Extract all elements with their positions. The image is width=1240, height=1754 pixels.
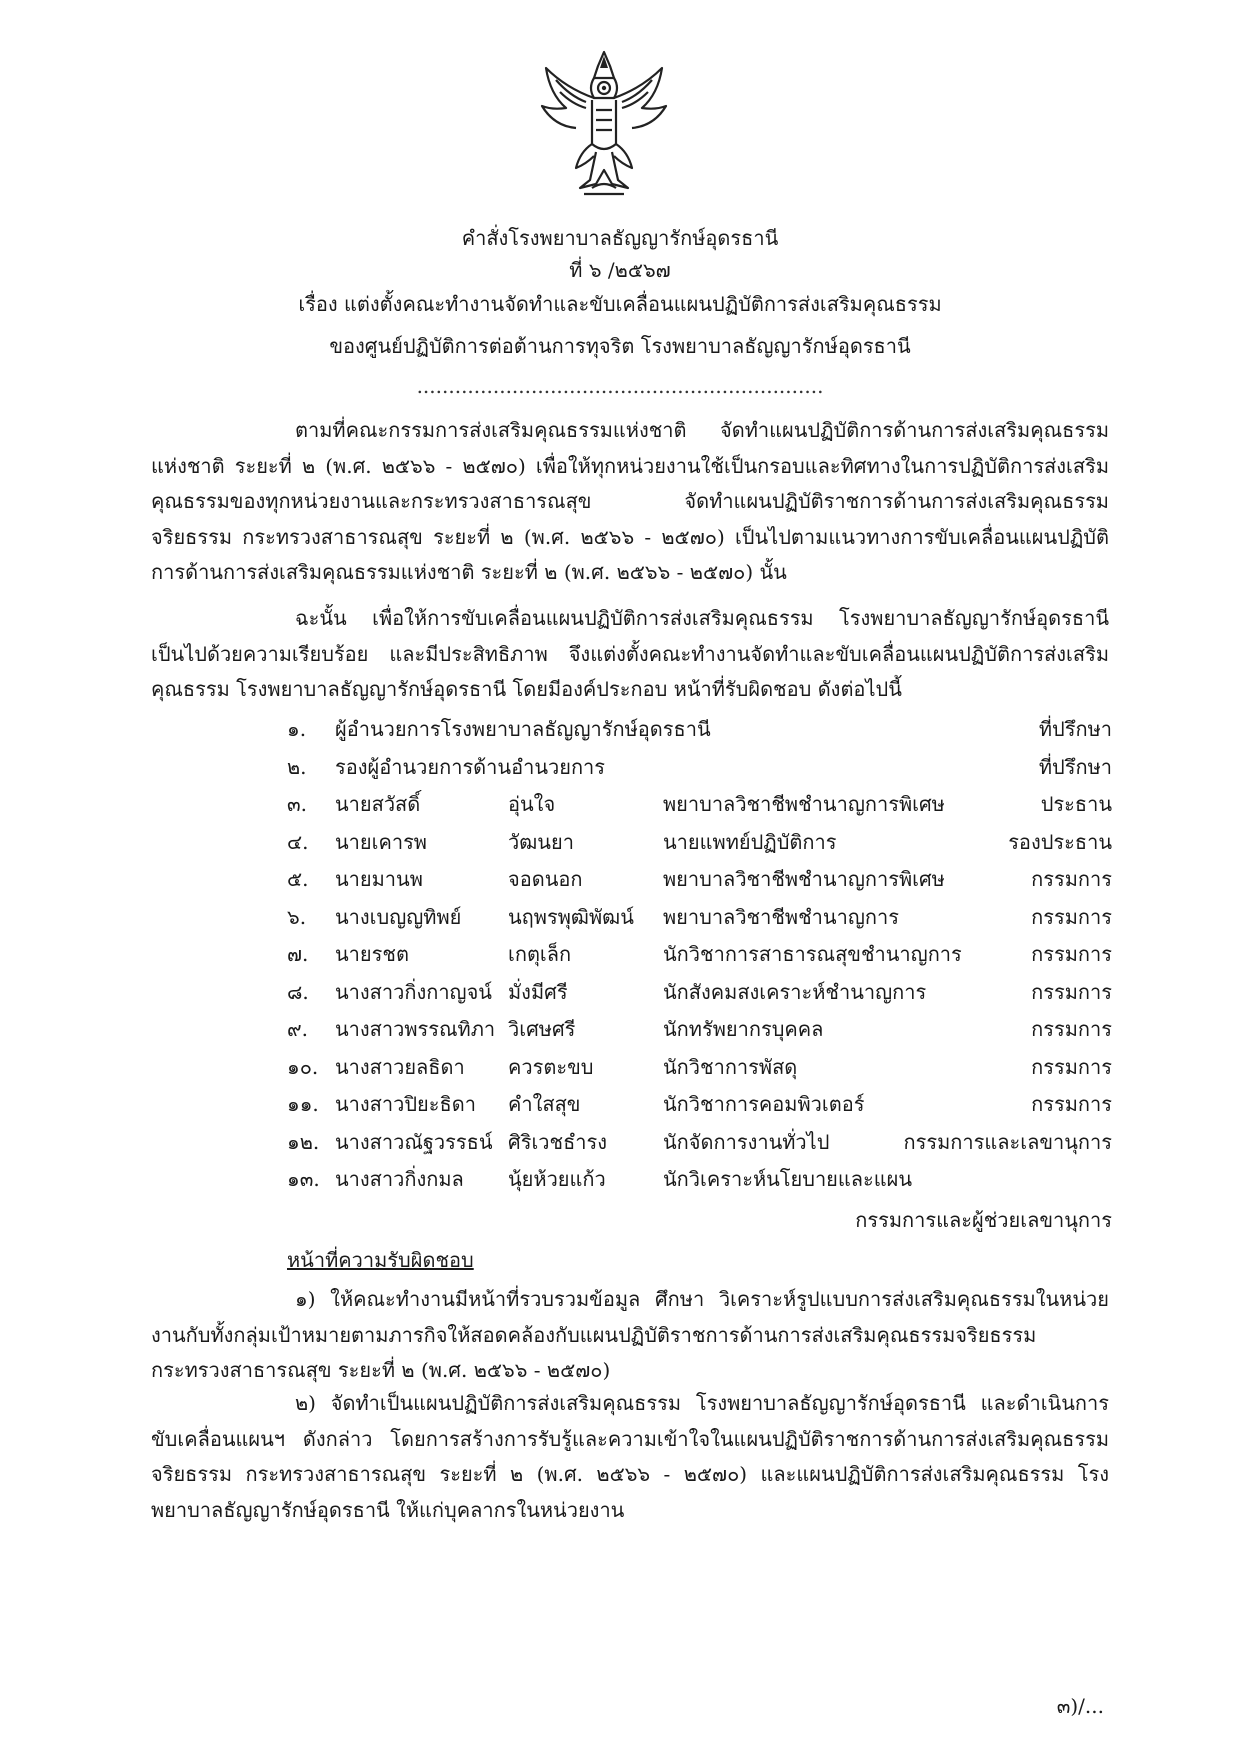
- member-position: พยาบาลวิชาชีพชำนาญการ: [663, 904, 899, 929]
- member-row: [0, 901, 1240, 937]
- member-row: [0, 713, 1240, 749]
- member-name: นายสวัสดิ์: [335, 792, 421, 816]
- garuda-emblem-icon: [536, 48, 672, 198]
- member-number: ๘.: [287, 979, 309, 1004]
- member-position: นักวิชาการคอมพิวเตอร์: [663, 1092, 865, 1116]
- page-continuation: ๓)/...: [1056, 1694, 1104, 1718]
- member-number: ๑๒.: [287, 1129, 320, 1154]
- member-position: นักจัดการงานทั่วไป: [663, 1129, 830, 1154]
- member-position: พยาบาลวิชาชีพชำนาญการพิเศษ: [663, 867, 945, 891]
- duty-1-text: ๑) ให้คณะทำงานมีหน้าที่รวบรวมข้อมูล ศึกษา วิเคราะห์รูปแบบการส่งเสริมคุณธรรมในหน่วยงานกับทั้งกลุ่มเป้าหมายตามภารกิจให้สอดคล้องกับแผนปฏิบัติราชการด้านการส่งเสริมคุณธรรมจริยธรรม กระทรวงสาธารณสุข ระยะที่ ๒ (พ.ศ. ๒๕๖๖ - ๒๕๗๐): [151, 1287, 1109, 1382]
- member-position: นักวิเคราะห์นโยบายและแผน: [663, 1167, 913, 1191]
- duty-item-1: [151, 1282, 1109, 1389]
- member-name: นางสาวยลธิดา: [335, 1054, 465, 1079]
- member-surname: คำใสสุข: [508, 1092, 581, 1116]
- duty-2-text: ๒) จัดทำเป็นแผนปฏิบัติการส่งเสริมคุณธรรม โรงพยาบาลธัญญารักษ์อุดรธานี และดำเนินการขับเคลื่อนแผนฯ ดังกล่าว โดยการสร้างการรับรู้และความเข้าใจในแผนปฏิบัติราชการด้านการส่งเสริมคุณธรรม จริยธรรม กระทรวงสาธารณสุข ระยะที่ ๒ (พ.ศ. ๒๕๖๖ - ๒๕๗๐) และแผนปฏิบัติการส่งเสริมคุณธรรม โรงพยาบาลธัญญารักษ์อุดรธานี ให้แก่บุคลากรในหน่วยงาน: [151, 1391, 1109, 1522]
- member-number: ๗.: [287, 942, 309, 966]
- member-name: นายเคารพ: [335, 829, 427, 854]
- member-number: ๙.: [287, 1017, 309, 1041]
- member-row: [0, 788, 1240, 824]
- member-role: กรรมการ: [1031, 1054, 1112, 1079]
- member-name: นายมานพ: [335, 867, 423, 891]
- paragraph-2-text: ฉะนั้น เพื่อให้การขับเคลื่อนแผนปฏิบัติการส่งเสริมคุณธรรม โรงพยาบาลธัญญารักษ์อุดรธานี เป็นไปด้วยความเรียบร้อย และมีประสิทธิภาพ จึงแต่งตั้งคณะทำงานจัดทำและขับเคลื่อนแผนปฏิบัติการส่งเสริมคุณธรรม โรงพยาบาลธัญญารักษ์อุดรธานี โดยมีองค์ประกอบ หน้าที่รับผิดชอบ ดังต่อไปนี้: [151, 606, 1109, 701]
- member-surname: นุ้ยห้วยแก้ว: [508, 1167, 606, 1191]
- member-name: ผู้อำนวยการโรงพยาบาลธัญญารักษ์อุดรธานี: [335, 717, 711, 741]
- member-row: [0, 1051, 1240, 1087]
- member-row: [0, 1126, 1240, 1162]
- member-row: [0, 1163, 1240, 1199]
- member-number: ๔.: [287, 829, 309, 854]
- member-role: กรรมการ: [1031, 867, 1112, 891]
- member-row: [0, 938, 1240, 974]
- member-position: นักวิชาการพัสดุ: [663, 1054, 798, 1079]
- member-row: [0, 1013, 1240, 1049]
- order-number: ที่ ๖ /๒๕๖๗: [569, 258, 671, 282]
- member-row: [0, 751, 1240, 787]
- duties-heading: หน้าที่ความรับผิดชอบ: [287, 1248, 474, 1272]
- member-number: ๑๓.: [287, 1167, 320, 1191]
- member-name: รองผู้อำนวยการด้านอำนวยการ: [335, 754, 606, 779]
- member-surname: จอดนอก: [508, 867, 583, 891]
- member-surname: ศิริเวชธำรง: [508, 1129, 608, 1154]
- paragraph-1-text: ตามที่คณะกรรมการส่งเสริมคุณธรรมแห่งชาติ จัดทำแผนปฏิบัติการด้านการส่งเสริมคุณธรรมแห่งชาติ ระยะที่ ๒ (พ.ศ. ๒๕๖๖ - ๒๕๗๐) เพื่อให้ทุกหน่วยงานใช้เป็นกรอบและทิศทางในการปฏิบัติการส่งเสริมคุณธรรมของทุกหน่วยงานและกระทรวงสาธารณสุข จัดทำแผนปฏิบัติราชการด้านการส่งเสริมคุณธรรม จริยธรรม กระทรวงสาธารณสุข ระยะที่ ๒ (พ.ศ. ๒๕๖๖ - ๒๕๗๐) เป็นไปตามแนวทางการขับเคลื่อนแผนปฏิบัติการด้านการส่งเสริมคุณธรรมแห่งชาติ ระยะที่ ๒ (พ.ศ. ๒๕๖๖ - ๒๕๗๐) นั้น: [151, 418, 1109, 584]
- member-position: พยาบาลวิชาชีพชำนาญการพิเศษ: [663, 792, 945, 816]
- member-role: ที่ปรึกษา: [1038, 717, 1112, 741]
- subject-line-1: เรื่อง แต่งตั้งคณะทำงานจัดทำและขับเคลื่อนแผนปฏิบัติการส่งเสริมคุณธรรม: [298, 292, 942, 316]
- member-name: นางสาวณัฐวรรธน์: [335, 1129, 493, 1154]
- member-role: รองประธาน: [1008, 829, 1112, 854]
- member-number: ๑.: [287, 717, 307, 741]
- member-row: [0, 826, 1240, 862]
- member-name: นางสาวกิ่งกาญจน์: [335, 979, 492, 1004]
- member-position: นายแพทย์ปฏิบัติการ: [663, 829, 837, 854]
- member-name: นางสาวพรรณทิภา: [335, 1017, 496, 1041]
- member-name: นางสาวกิ่งกมล: [335, 1167, 464, 1191]
- member-number: ๑๐.: [287, 1054, 319, 1079]
- member-surname: นฤพรพุฒิพัฒน์: [508, 904, 634, 929]
- member-row: [0, 976, 1240, 1012]
- member-number: ๒.: [287, 754, 307, 779]
- member-surname: วัฒนยา: [508, 829, 574, 854]
- member-name: นางสาวปิยะธิดา: [335, 1092, 476, 1116]
- member-surname: เกตุเล็ก: [508, 942, 572, 966]
- member-row: [0, 863, 1240, 899]
- member-role: กรรมการ: [1031, 979, 1112, 1004]
- member-number: ๑๑.: [287, 1092, 319, 1116]
- paragraph-appointment: [151, 601, 1109, 708]
- member-role: กรรมการ: [1031, 904, 1112, 929]
- member-number: ๓.: [287, 792, 308, 816]
- member-position: นักวิชาการสาธารณสุขชำนาญการ: [663, 942, 962, 966]
- member-13-role: กรรมการและผู้ช่วยเลขานุการ: [855, 1208, 1112, 1232]
- member-surname: อุ่นใจ: [508, 792, 556, 816]
- member-role: กรรมการและเลขานุการ: [903, 1129, 1112, 1154]
- paragraph-background: [151, 413, 1109, 591]
- member-role: ที่ปรึกษา: [1038, 754, 1112, 779]
- member-role: กรรมการ: [1031, 1017, 1112, 1041]
- duty-item-2: [151, 1386, 1109, 1528]
- member-position: นักสังคมสงเคราะห์ชำนาญการ: [663, 979, 927, 1004]
- separator-dots: ................................................................: [416, 374, 824, 398]
- order-title: คำสั่งโรงพยาบาลธัญญารักษ์อุดรธานี: [461, 226, 779, 250]
- member-role: กรรมการ: [1031, 1092, 1112, 1116]
- member-position: นักทรัพยากรบุคคล: [663, 1017, 824, 1041]
- member-surname: มั่งมีศรี: [508, 979, 568, 1004]
- member-name: นางเบญญทิพย์: [335, 904, 462, 929]
- member-role: กรรมการ: [1031, 942, 1112, 966]
- member-row: [0, 1088, 1240, 1124]
- member-number: ๕.: [287, 867, 309, 891]
- subject-line-2: ของศูนย์ปฏิบัติการต่อต้านการทุจริต โรงพยาบาลธัญญารักษ์อุดรธานี: [329, 334, 911, 358]
- member-role: ประธาน: [1040, 792, 1112, 816]
- member-surname: วิเศษศรี: [508, 1017, 576, 1041]
- member-number: ๖.: [287, 904, 307, 929]
- member-name: นายรชต: [335, 942, 409, 966]
- member-surname: ควรตะขบ: [508, 1054, 594, 1079]
